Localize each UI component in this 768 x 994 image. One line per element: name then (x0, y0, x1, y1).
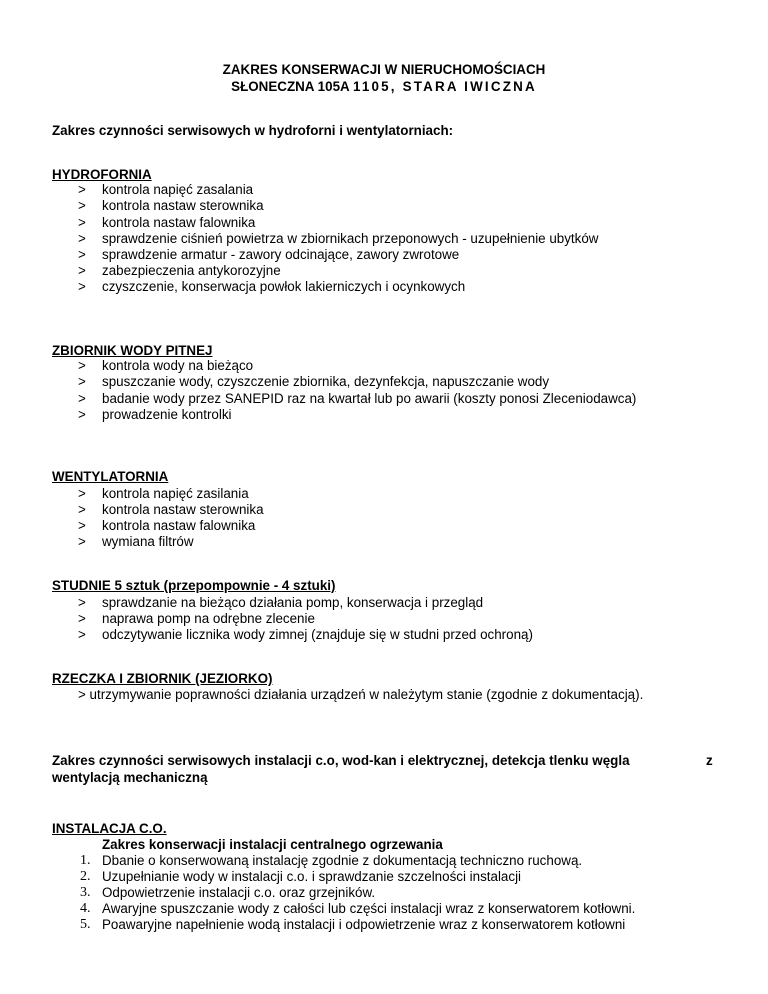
bullet-marker: > (78, 611, 86, 626)
list-item-text: odczytywanie licznika wody zimnej (znajduje się w studni przed ochroną) (102, 627, 533, 642)
list-item-text: sprawdzenie ciśnień powietrza w zbiornikach przeponowych - uzupełnienie ubytków (102, 231, 599, 246)
bullet-marker: > (78, 502, 86, 517)
bullet-marker: > (78, 391, 86, 406)
list-number: 5. (80, 917, 91, 932)
bullet-marker: > (78, 231, 86, 246)
studnie-heading: STUDNIE 5 sztuk (przepompownie - 4 sztuki) (52, 578, 336, 593)
list-item-text: sprawdzenie armatur - zawory odcinające, zawory zwrotowe (102, 247, 460, 262)
list-item-text: wymiana filtrów (102, 534, 194, 549)
list-item-text: kontrola nastaw sterownika (102, 198, 264, 213)
section2-heading-right: z (706, 753, 713, 768)
bullet-marker: > (78, 215, 86, 230)
list-item-text: badanie wody przez SANEPID raz na kwartał lub po awarii (koszty ponosi Zleceniodawca) (102, 391, 637, 406)
address-spaced: 1105, STARA IWICZNA (352, 79, 537, 94)
hydrofornia-heading: HYDROFORNIA (52, 167, 152, 182)
address-prefix: SŁONECZNA 105A (231, 79, 350, 94)
bullet-marker: > (78, 182, 86, 197)
list-item-text: Awaryjne spuszczanie wody z całości lub części instalacji wraz z konserwatorem kotłowni. (102, 901, 636, 916)
page-subtitle (0, 79, 768, 95)
bullet-marker: > (78, 198, 86, 213)
list-item-text: zabezpieczenia antykorozyjne (102, 263, 281, 278)
list-item-text: prowadzenie kontrolki (102, 407, 232, 422)
section2-heading-line2: wentylacją mechaniczną (52, 770, 208, 785)
list-item-text: kontrola nastaw falownika (102, 518, 256, 533)
bullet-marker: > (78, 627, 86, 642)
instalacja-subheading: Zakres konserwacji instalacji centralnego ogrzewania (102, 837, 443, 852)
section2-heading: Zakres czynności serwisowych instalacji c.o, wod-kan i elektrycznej, detekcja tlenku węgla (52, 753, 630, 768)
bullet-marker: > (78, 534, 86, 549)
list-number: 3. (80, 885, 91, 900)
list-item-text: kontrola napięć zasilania (102, 486, 249, 501)
zbiornik-heading: ZBIORNIK WODY PITNEJ (52, 343, 213, 358)
rzeczka-line: > utrzymywanie poprawności działania urządzeń w należytym stanie (zgodnie z dokumentacją). (78, 687, 644, 702)
list-item-text: kontrola nastaw falownika (102, 215, 256, 230)
list-item-text: Poawaryjne napełnienie wodą instalacji i odpowietrzenie wraz z konserwatorem kotłowni (102, 917, 626, 932)
list-item-text: sprawdzanie na bieżąco działania pomp, konserwacja i przegląd (102, 595, 484, 610)
bullet-marker: > (78, 407, 86, 422)
list-number: 2. (80, 869, 91, 884)
list-number: 1. (80, 853, 91, 868)
list-item-text: kontrola wody na bieżąco (102, 358, 254, 373)
bullet-marker: > (78, 518, 86, 533)
list-item-text: spuszczanie wody, czyszczenie zbiornika, dezynfekcja, napuszczanie wody (102, 374, 550, 389)
page-title: ZAKRES KONSERWACJI W NIERUCHOMOŚCIACH (222, 62, 546, 77)
bullet-marker: > (78, 263, 86, 278)
list-item-text: kontrola napięć zasalania (102, 182, 254, 197)
bullet-marker: > (78, 247, 86, 262)
list-item-text: Odpowietrzenie instalacji c.o. oraz grzejników. (102, 885, 376, 900)
bullet-marker: > (78, 279, 86, 294)
rzeczka-heading: RZECZKA I ZBIORNIK (JEZIORKO) (52, 671, 273, 686)
list-number: 4. (80, 901, 91, 916)
list-item-text: Uzupełnianie wody w instalacji c.o. i sprawdzanie szczelności instalacji (102, 869, 522, 884)
bullet-marker: > (78, 358, 86, 373)
instalacja-heading: INSTALACJA C.O. (52, 821, 167, 836)
wentylatornia-heading: WENTYLATORNIA (52, 469, 169, 484)
section1-heading: Zakres czynności serwisowych w hydroforni i wentylatorniach: (52, 123, 454, 138)
list-item-text: naprawa pomp na odrębne zlecenie (102, 611, 315, 626)
list-item-text: Dbanie o konserwowaną instalację zgodnie z dokumentacją techniczno ruchową. (102, 853, 583, 868)
list-item-text: kontrola nastaw sterownika (102, 502, 264, 517)
bullet-marker: > (78, 486, 86, 501)
bullet-marker: > (78, 595, 86, 610)
list-item-text: czyszczenie, konserwacja powłok lakierniczych i ocynkowych (102, 279, 466, 294)
bullet-marker: > (78, 374, 86, 389)
